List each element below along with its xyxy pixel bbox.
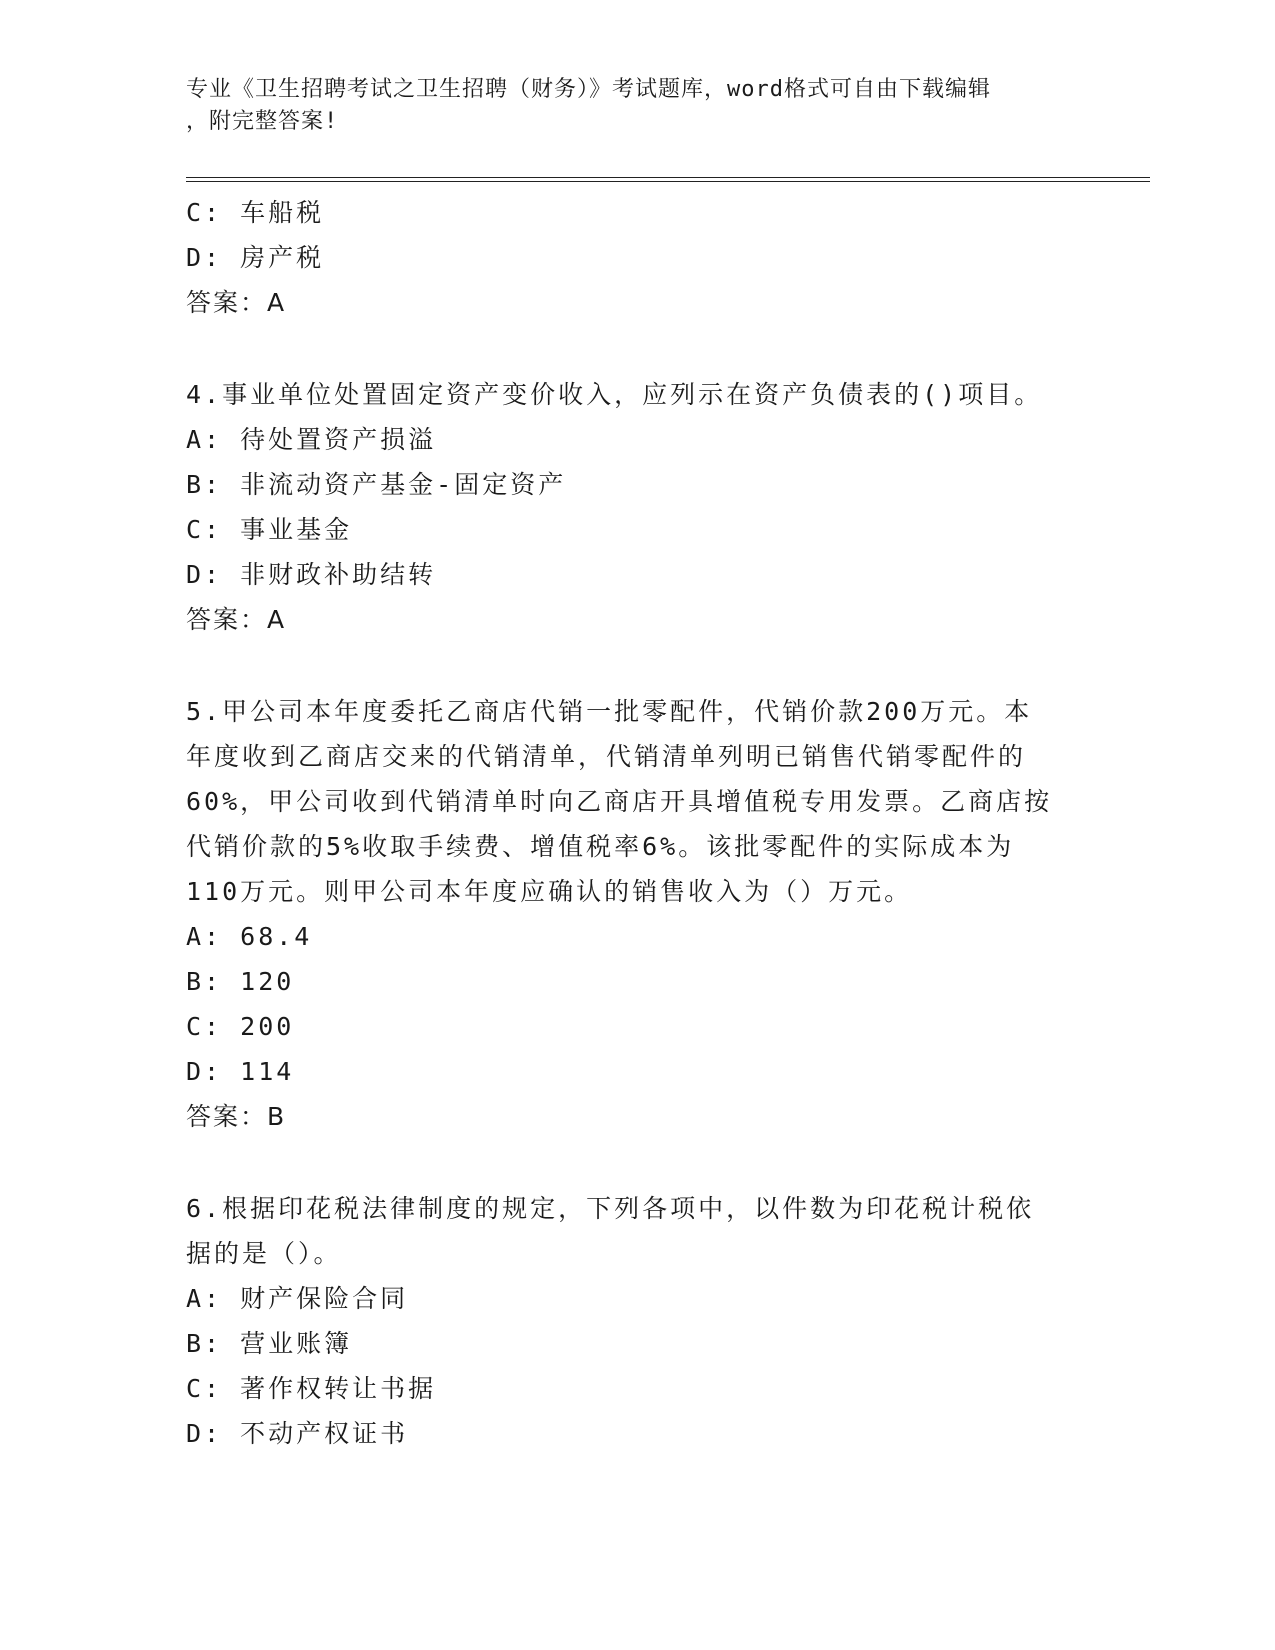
header-rule-top [186, 177, 1150, 178]
question-3 [186, 190, 1076, 325]
question-text-line-3: 60%，甲公司收到代销清单时向乙商店开具增值税专用发票。乙商店按 [186, 787, 1053, 816]
header-line-2: ，附完整答案! [186, 109, 339, 134]
option-a: A: 财产保险合同 [186, 1284, 409, 1313]
option-a: A: 68.4 [186, 922, 313, 951]
option-d: D: 114 [186, 1057, 295, 1086]
header-rule-bottom [186, 181, 1150, 182]
option-b: B: 营业账簿 [186, 1329, 353, 1358]
option-a: A: 待处置资产损溢 [186, 425, 437, 454]
question-6 [186, 1186, 1076, 1456]
option-c: C: 车船税 [186, 198, 325, 227]
option-d: D: 不动产权证书 [186, 1419, 409, 1448]
question-text-line-1: 6.根据印花税法律制度的规定，下列各项中，以件数为印花税计税依 [186, 1194, 1035, 1223]
page-header [186, 74, 1086, 138]
option-d: D: 非财政补助结转 [186, 560, 437, 589]
option-b: B: 120 [186, 967, 295, 996]
answer: 答案：A [186, 605, 287, 634]
header-line-1: 专业《卫生招聘考试之卫生招聘（财务）》考试题库，word格式可自由下载编辑 [186, 77, 991, 102]
option-d: D: 房产税 [186, 243, 325, 272]
option-b: B: 非流动资产基金-固定资产 [186, 470, 567, 499]
question-text-line-2: 年度收到乙商店交来的代销清单，代销清单列明已销售代销零配件的 [186, 742, 1027, 771]
spacer [186, 1139, 1076, 1186]
option-c: C: 200 [186, 1012, 295, 1041]
question-5 [186, 689, 1076, 1139]
spacer [186, 325, 1076, 372]
question-text-line-5: 110万元。则甲公司本年度应确认的销售收入为（）万元。 [186, 877, 913, 906]
answer: 答案：B [186, 1102, 287, 1131]
question-text: 4.事业单位处置固定资产变价收入，应列示在资产负债表的()项目。 [186, 380, 1043, 409]
question-text-line-1: 5.甲公司本年度委托乙商店代销一批零配件，代销价款200万元。本 [186, 697, 1033, 726]
question-text-line-4: 代销价款的5%收取手续费、增值税率6%。该批零配件的实际成本为 [186, 832, 1015, 861]
question-list [186, 190, 1076, 1456]
option-c: C: 事业基金 [186, 515, 353, 544]
question-text-line-2: 据的是（）。 [186, 1239, 342, 1268]
spacer [186, 642, 1076, 689]
question-4 [186, 372, 1076, 642]
answer: 答案：A [186, 288, 287, 317]
option-c: C: 著作权转让书据 [186, 1374, 437, 1403]
